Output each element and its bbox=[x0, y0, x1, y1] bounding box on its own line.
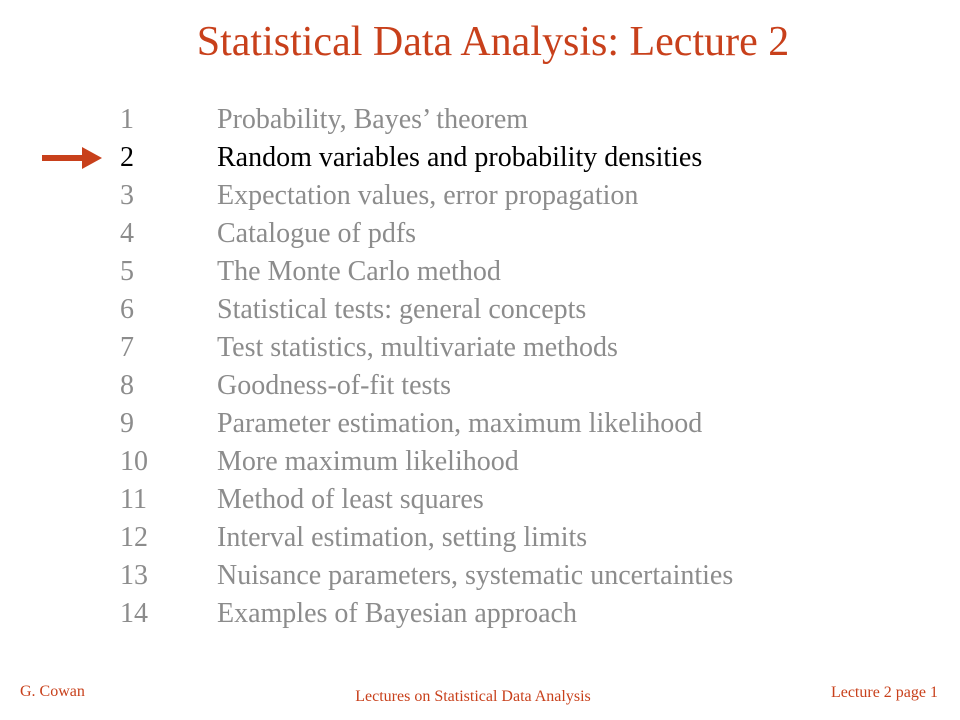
item-number: 11 bbox=[120, 484, 147, 515]
item-title: Expectation values, error propagation bbox=[217, 180, 639, 211]
list-item bbox=[0, 104, 960, 142]
list-item-current bbox=[0, 142, 960, 180]
item-title: Method of least squares bbox=[217, 484, 484, 515]
list-item bbox=[0, 218, 960, 256]
page-title: Statistical Data Analysis: Lecture 2 bbox=[196, 19, 790, 65]
item-title: Goodness-of-fit tests bbox=[217, 370, 452, 401]
list-item bbox=[0, 598, 960, 636]
item-number: 13 bbox=[120, 560, 148, 591]
list-item bbox=[0, 180, 960, 218]
list-item bbox=[0, 522, 960, 560]
item-title: Random variables and probability densities bbox=[217, 142, 703, 173]
list-item bbox=[0, 256, 960, 294]
list-item bbox=[0, 484, 960, 522]
item-number: 2 bbox=[120, 142, 134, 173]
item-title: Test statistics, multivariate methods bbox=[217, 332, 618, 363]
footer-course: Lectures on Statistical Data Analysis bbox=[355, 688, 591, 705]
item-number: 6 bbox=[120, 294, 134, 325]
item-title: Parameter estimation, maximum likelihood bbox=[217, 408, 703, 439]
list-item bbox=[0, 332, 960, 370]
list-item bbox=[0, 446, 960, 484]
item-number: 1 bbox=[120, 104, 134, 135]
list-item bbox=[0, 294, 960, 332]
item-title: Nuisance parameters, systematic uncertainties bbox=[217, 560, 734, 591]
item-title: Interval estimation, setting limits bbox=[217, 522, 588, 553]
footer-page: Lecture 2 page 1 bbox=[830, 684, 938, 701]
item-title: Probability, Bayes’ theorem bbox=[217, 104, 529, 135]
footer-author: G. Cowan bbox=[20, 683, 85, 700]
item-number: 8 bbox=[120, 370, 134, 401]
item-number: 4 bbox=[120, 218, 134, 249]
item-title: Statistical tests: general concepts bbox=[217, 294, 587, 325]
item-number: 5 bbox=[120, 256, 134, 287]
item-title: Examples of Bayesian approach bbox=[217, 598, 577, 629]
item-number: 12 bbox=[120, 522, 148, 553]
item-title: Catalogue of pdfs bbox=[217, 218, 417, 249]
item-title: The Monte Carlo method bbox=[217, 256, 501, 287]
item-number: 7 bbox=[120, 332, 134, 363]
item-number: 10 bbox=[120, 446, 148, 477]
item-number: 9 bbox=[120, 408, 134, 439]
item-number: 3 bbox=[120, 180, 134, 211]
item-number: 14 bbox=[120, 598, 148, 629]
list-item bbox=[0, 370, 960, 408]
list-item bbox=[0, 560, 960, 598]
item-title: More maximum likelihood bbox=[217, 446, 519, 477]
list-item bbox=[0, 408, 960, 446]
